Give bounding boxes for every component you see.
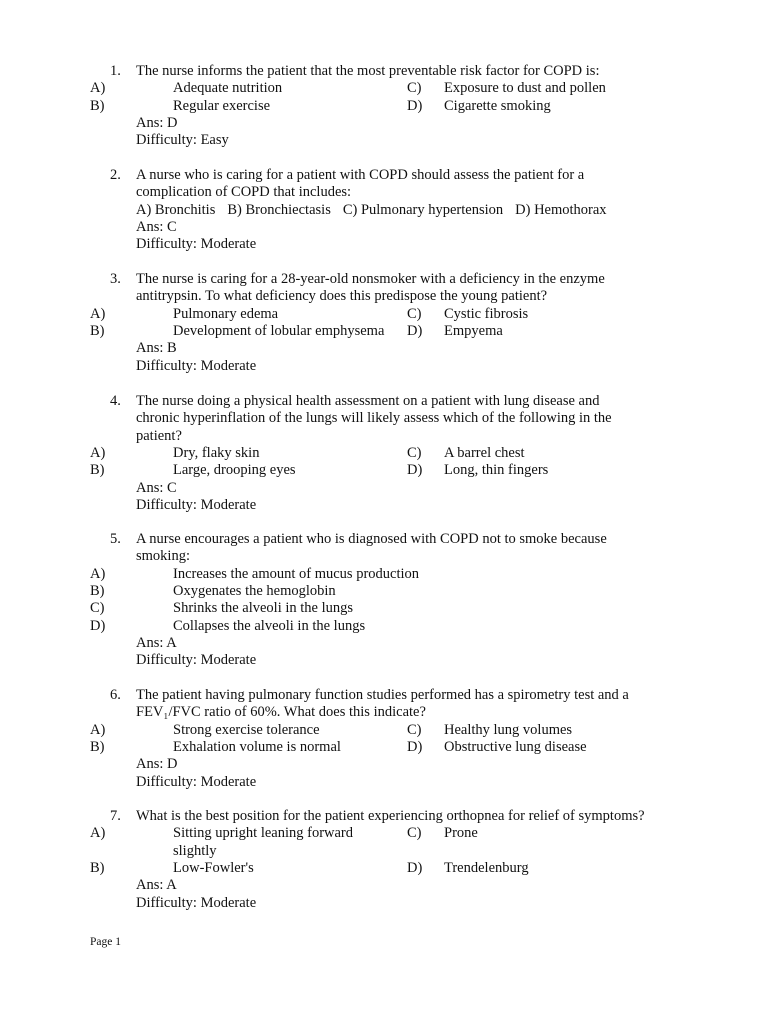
- question-stem-line: A nurse encourages a patient who is diagnosed with COPD not to smoke because: [136, 531, 607, 547]
- option-text-continued: slightly: [173, 842, 217, 859]
- option-text: Healthy lung volumes: [444, 721, 573, 738]
- option-text: Cystic fibrosis: [444, 305, 529, 322]
- option-letter: A): [90, 565, 106, 582]
- option-text: Trendelenburg: [444, 859, 529, 876]
- option-letter: D): [407, 462, 423, 479]
- option-text: Shrinks the alveoli in the lungs: [173, 600, 354, 617]
- option-letter: A): [90, 80, 106, 97]
- option-text: Large, drooping eyes: [173, 462, 296, 479]
- option-letter: B): [90, 322, 105, 339]
- option-text: Sitting upright leaning forward: [173, 825, 354, 842]
- question-stem-line: The nurse informs the patient that the most preventable risk factor for COPD is:: [136, 63, 600, 79]
- option-text: Obstructive lung disease: [444, 738, 587, 755]
- option-text: Exposure to dust and pollen: [444, 80, 606, 97]
- option-letter: D): [407, 322, 423, 339]
- question-stem-line: The nurse is caring for a 28-year-old nonsmoker with a deficiency in the enzyme: [136, 271, 605, 287]
- answer-line: Ans: C: [136, 218, 177, 235]
- option-text: Oxygenates the hemoglobin: [173, 582, 336, 599]
- question-number: 3.: [110, 271, 121, 287]
- inline-option: D) Hemothorax: [515, 201, 607, 218]
- difficulty-line: Difficulty: Moderate: [136, 236, 257, 253]
- question-number: 6.: [110, 687, 121, 703]
- inline-option: C) Pulmonary hypertension: [342, 201, 504, 218]
- option-text: Empyema: [444, 322, 503, 339]
- option-text: Pulmonary edema: [173, 305, 279, 322]
- answer-line: Ans: D: [136, 756, 178, 773]
- option-letter: D): [90, 617, 106, 634]
- question-stem-line: chronic hyperinflation of the lungs will likely assess which of the following in the: [136, 410, 612, 427]
- option-text: Regular exercise: [173, 97, 271, 114]
- answer-line: Ans: B: [136, 340, 177, 357]
- option-letter: C): [407, 721, 422, 738]
- option-text: Adequate nutrition: [173, 80, 283, 97]
- question-stem-line: The nurse doing a physical health assessment on a patient with lung disease and: [136, 393, 600, 409]
- option-letter: C): [407, 80, 422, 97]
- option-text: Strong exercise tolerance: [173, 721, 320, 738]
- answer-line: Ans: A: [136, 634, 177, 651]
- option-text: Exhalation volume is normal: [173, 738, 341, 755]
- option-text: Dry, flaky skin: [173, 444, 260, 461]
- inline-options-row: [136, 202, 619, 219]
- question-stem-line: smoking:: [136, 548, 190, 565]
- question-stem-line: The patient having pulmonary function studies performed has a spirometry test and a: [136, 687, 629, 703]
- question-stem-line: complication of COPD that includes:: [136, 184, 352, 201]
- answer-line: Ans: C: [136, 479, 177, 496]
- option-letter: D): [407, 859, 423, 876]
- option-text: Prone: [444, 825, 478, 842]
- inline-option: B) Bronchiectasis: [227, 201, 331, 218]
- difficulty-line: Difficulty: Easy: [136, 132, 229, 149]
- option-letter: A): [90, 444, 106, 461]
- option-text: Long, thin fingers: [444, 462, 549, 479]
- question-stem-line: FEV₁/FVC ratio of 60%. What does this indicate?: [136, 704, 426, 721]
- difficulty-line: Difficulty: Moderate: [136, 496, 257, 513]
- option-letter: A): [90, 721, 106, 738]
- option-text: Development of lobular emphysema: [173, 322, 385, 339]
- answer-line: Ans: D: [136, 114, 178, 131]
- option-letter: C): [90, 600, 105, 617]
- question-number: 7.: [110, 808, 121, 824]
- question-stem-line: What is the best position for the patient experiencing orthopnea for relief of symptoms?: [136, 808, 645, 824]
- question-stem-line: antitrypsin. To what deficiency does this predispose the young patient?: [136, 288, 548, 305]
- question-number: 2.: [110, 167, 121, 183]
- question-number: 4.: [110, 393, 121, 409]
- inline-option: A) Bronchitis: [136, 201, 216, 218]
- difficulty-line: Difficulty: Moderate: [136, 773, 257, 790]
- question-stem-line: patient?: [136, 427, 182, 444]
- option-letter: B): [90, 97, 105, 114]
- option-text: Low-Fowler's: [173, 859, 254, 876]
- question-stem-line: A nurse who is caring for a patient with COPD should assess the patient for a: [136, 167, 585, 183]
- option-letter: B): [90, 859, 105, 876]
- option-text: Increases the amount of mucus production: [173, 565, 420, 582]
- option-letter: C): [407, 825, 422, 842]
- answer-line: Ans: A: [136, 877, 177, 894]
- option-text: Collapses the alveoli in the lungs: [173, 617, 366, 634]
- option-letter: D): [407, 738, 423, 755]
- option-text: Cigarette smoking: [444, 97, 551, 114]
- question-number: 5.: [110, 531, 121, 547]
- page-number: Page 1: [90, 936, 121, 948]
- difficulty-line: Difficulty: Moderate: [136, 894, 257, 911]
- difficulty-line: Difficulty: Moderate: [136, 357, 257, 374]
- option-letter: A): [90, 825, 106, 842]
- difficulty-line: Difficulty: Moderate: [136, 652, 257, 669]
- option-letter: B): [90, 738, 105, 755]
- option-text: A barrel chest: [444, 444, 525, 461]
- option-letter: B): [90, 582, 105, 599]
- option-letter: D): [407, 97, 423, 114]
- option-letter: C): [407, 305, 422, 322]
- option-letter: B): [90, 462, 105, 479]
- question-number: 1.: [110, 63, 121, 79]
- option-letter: A): [90, 305, 106, 322]
- option-letter: C): [407, 444, 422, 461]
